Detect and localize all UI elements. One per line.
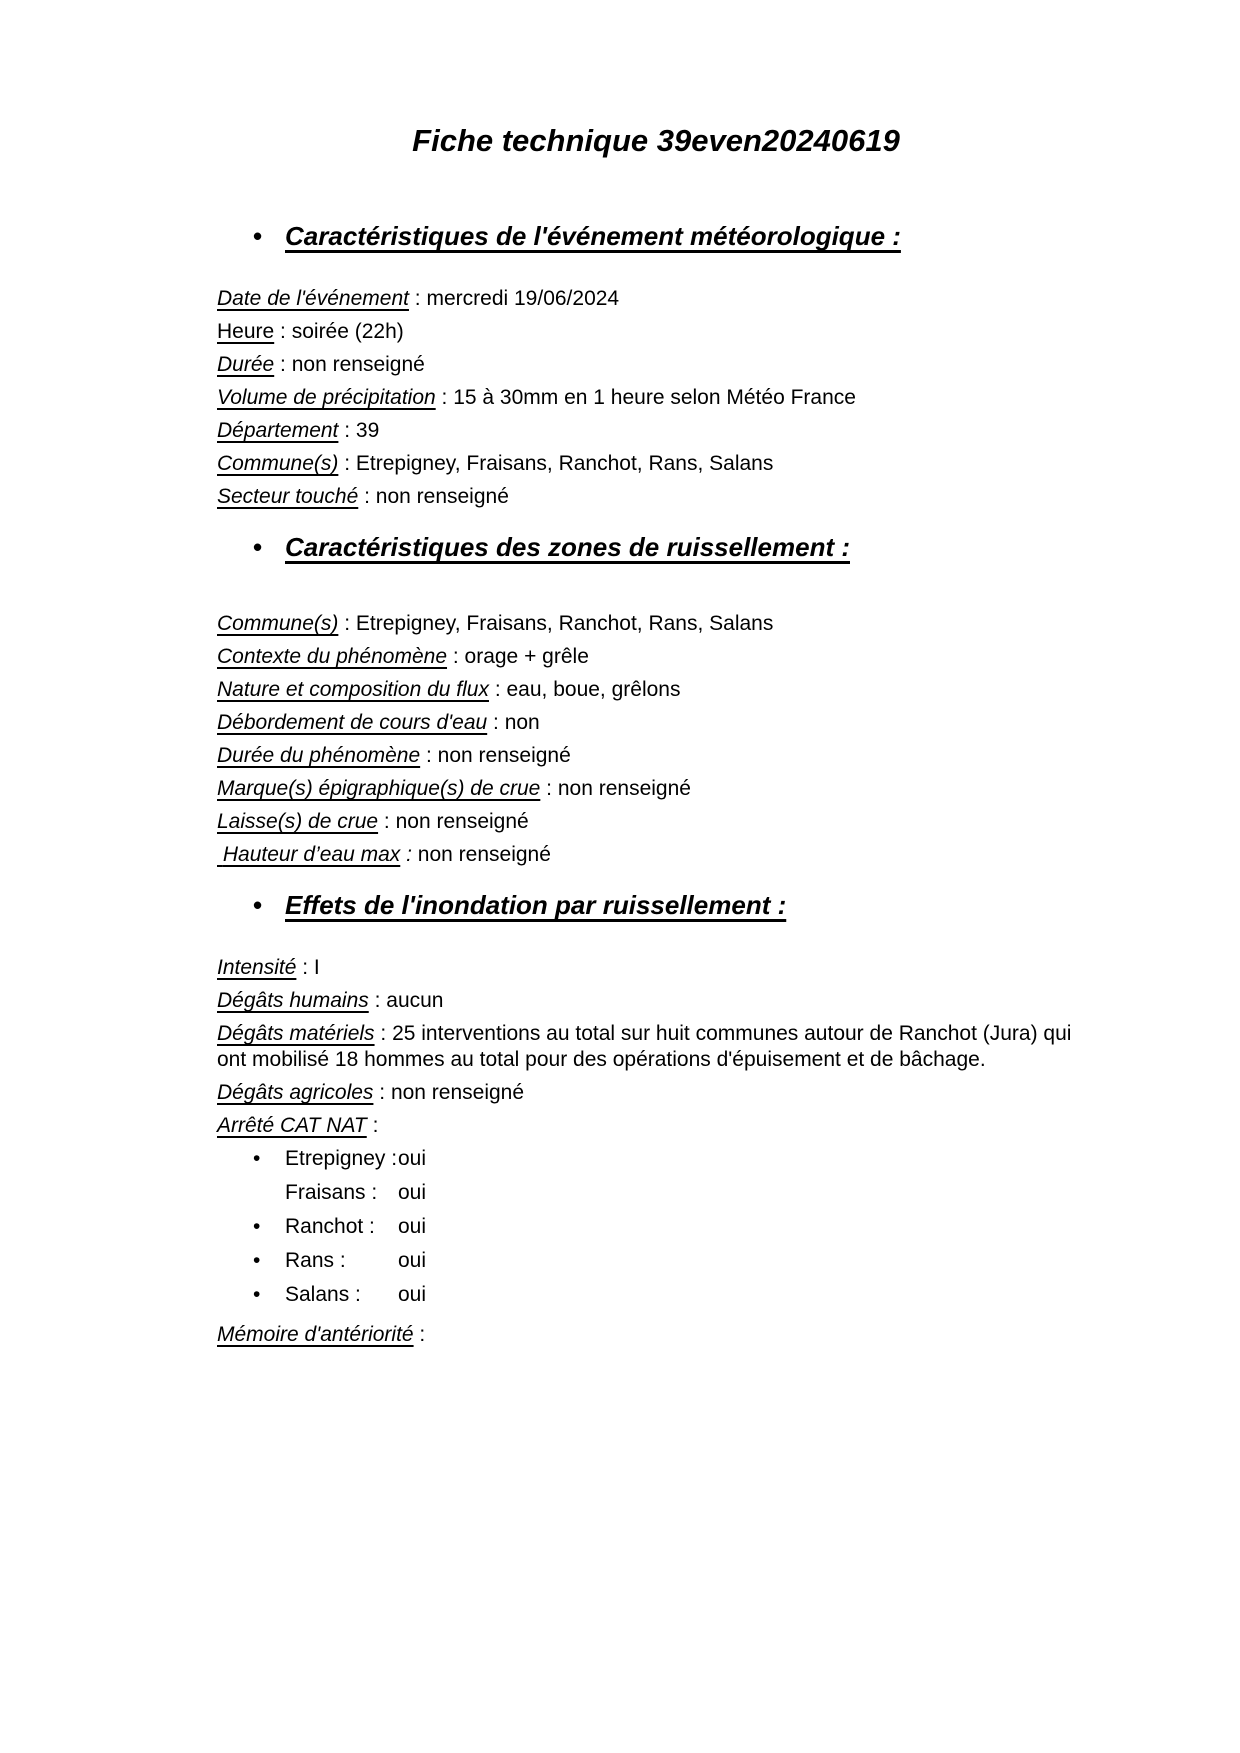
section-2 — [217, 532, 1095, 868]
bullet-icon: • — [253, 221, 263, 251]
field-label: Dégâts humains — [217, 989, 369, 1012]
section-3 — [217, 890, 1095, 1348]
field-separator: : — [296, 956, 314, 979]
field-row-0-1 — [217, 319, 1095, 345]
field-separator: : — [408, 287, 427, 310]
bullet-icon: • — [253, 1249, 261, 1272]
commune-name: Etrepigney : — [285, 1147, 398, 1170]
field-separator: : — [413, 1323, 432, 1346]
field-separator: : — [358, 485, 376, 508]
field-separator: : — [374, 1022, 393, 1045]
field-row-1-5 — [217, 776, 1095, 802]
field-label: Intensité — [217, 956, 297, 979]
field-label: Dégâts matériels — [217, 1022, 375, 1045]
field-separator: : — [400, 843, 418, 866]
field-separator: : — [274, 353, 292, 376]
cat-nat-row-2 — [217, 1214, 1095, 1240]
fields-group — [217, 286, 1095, 510]
field-row-0-3 — [217, 385, 1095, 411]
cat-nat-value: oui — [398, 1181, 427, 1204]
cat-nat-list — [217, 1146, 1095, 1308]
field-row-1-1 — [217, 644, 1095, 670]
field-value: non renseigné — [417, 843, 551, 866]
field-separator: : — [366, 1114, 385, 1137]
field-value: Etrepigney, Fraisans, Ranchot, Rans, Salans — [355, 452, 774, 475]
commune-name: Rans : — [285, 1249, 346, 1272]
page-title: Fiche technique 39even20240619 — [412, 123, 900, 158]
field-separator: : — [373, 1081, 391, 1104]
field-label: Volume de précipitation — [217, 386, 436, 409]
field-separator: : — [420, 744, 438, 767]
field-separator: : — [540, 777, 558, 800]
field-row-2-a0 — [217, 1322, 1095, 1348]
field-row-2-3 — [217, 1080, 1095, 1106]
field-value: I — [313, 956, 320, 979]
field-row-1-6 — [217, 809, 1095, 835]
field-label: Dégâts agricoles — [217, 1081, 374, 1104]
section-heading-text: Caractéristiques de l'événement météorologique : — [285, 221, 901, 251]
bullet-icon: • — [253, 890, 263, 920]
bullet-icon: • — [253, 1215, 261, 1238]
bullet-icon: • — [253, 1147, 261, 1170]
field-row-0-2 — [217, 352, 1095, 378]
fields-group — [217, 955, 1095, 1139]
field-label: Hauteur d’eau max — [217, 843, 401, 866]
field-separator: : — [488, 678, 507, 701]
field-label: Durée — [217, 353, 275, 376]
section-heading — [217, 221, 1095, 252]
field-value: non renseigné — [395, 810, 529, 833]
field-separator: : — [274, 320, 292, 343]
field-row-0-0 — [217, 286, 1095, 312]
field-label: Mémoire d'antériorité — [217, 1323, 414, 1346]
cat-nat-value: oui — [398, 1215, 427, 1238]
field-row-2-1 — [217, 988, 1095, 1014]
field-label: Durée du phénomène — [217, 744, 421, 767]
field-label: Département — [217, 419, 339, 442]
field-label: Commune(s) — [217, 452, 339, 475]
field-separator: : — [368, 989, 387, 1012]
field-label: Débordement de cours d'eau — [217, 711, 488, 734]
bullet-icon: • — [253, 532, 263, 562]
field-label: Date de l'événement — [217, 287, 409, 310]
cat-nat-row-0 — [217, 1146, 1095, 1172]
section-heading-text: Caractéristiques des zones de ruissellement : — [285, 532, 850, 562]
field-label: Nature et composition du flux — [217, 678, 489, 701]
cat-nat-row-4 — [217, 1282, 1095, 1308]
sections-container — [217, 221, 1095, 1348]
field-separator: : — [338, 452, 356, 475]
field-row-1-4 — [217, 743, 1095, 769]
field-row-0-5 — [217, 451, 1095, 477]
field-row-2-2 — [217, 1021, 1095, 1073]
cat-nat-row-3 — [217, 1248, 1095, 1274]
field-label: Arrêté CAT NAT — [217, 1114, 367, 1137]
commune-name: Salans : — [285, 1283, 361, 1306]
commune-name: Ranchot : — [285, 1215, 375, 1238]
cat-nat-value: oui — [398, 1249, 427, 1272]
field-row-1-3 — [217, 710, 1095, 736]
field-value: 25 interventions au total sur huit communes autour de Ranchot (Jura) qui ont mobilisé 18 hommes au total pour des opérations d'épuisement et de bâchage. — [217, 1022, 1078, 1071]
cat-nat-row-1 — [217, 1180, 1095, 1206]
field-value: mercredi 19/06/2024 — [426, 287, 620, 310]
field-row-0-4 — [217, 418, 1095, 444]
section-1 — [217, 221, 1095, 510]
field-value: Etrepigney, Fraisans, Ranchot, Rans, Salans — [355, 612, 774, 635]
field-label: Marque(s) épigraphique(s) de crue — [217, 777, 541, 800]
field-value: 39 — [355, 419, 380, 442]
field-value: non — [504, 711, 540, 734]
field-row-1-2 — [217, 677, 1095, 703]
field-row-2-0 — [217, 955, 1095, 981]
field-row-2-4 — [217, 1113, 1095, 1139]
field-value: non renseigné — [291, 353, 425, 376]
field-separator: : — [447, 645, 465, 668]
field-value: aucun — [386, 989, 444, 1012]
field-value: non renseigné — [557, 777, 691, 800]
commune-name: Fraisans : — [285, 1181, 378, 1204]
field-value: soirée (22h) — [291, 320, 404, 343]
field-label: Laisse(s) de crue — [217, 810, 379, 833]
field-label: Heure — [217, 320, 275, 343]
cat-nat-value: oui — [398, 1283, 427, 1306]
field-separator: : — [487, 711, 505, 734]
field-value: non renseigné — [390, 1081, 525, 1104]
section-heading-text: Effets de l'inondation par ruissellement : — [285, 890, 787, 920]
field-separator: : — [435, 386, 454, 409]
field-label: Secteur touché — [217, 485, 359, 508]
section-heading — [217, 532, 1095, 563]
field-value: eau, boue, grêlons — [506, 678, 681, 701]
field-separator: : — [378, 810, 396, 833]
fields-group — [217, 611, 1095, 868]
bullet-icon: • — [253, 1283, 261, 1306]
field-separator: : — [338, 419, 356, 442]
field-separator: : — [338, 612, 356, 635]
field-label: Contexte du phénomène — [217, 645, 448, 668]
cat-nat-value: oui — [398, 1147, 427, 1170]
field-label: Commune(s) — [217, 612, 339, 635]
field-value: 15 à 30mm en 1 heure selon Météo France — [453, 386, 856, 409]
field-row-1-7 — [217, 842, 1095, 868]
field-value: orage + grêle — [464, 645, 589, 668]
section-heading — [217, 890, 1095, 921]
field-value: non renseigné — [375, 485, 509, 508]
field-row-1-0 — [217, 611, 1095, 637]
field-value: non renseigné — [437, 744, 571, 767]
field-row-0-6 — [217, 484, 1095, 510]
fields-group-after — [217, 1322, 1095, 1348]
